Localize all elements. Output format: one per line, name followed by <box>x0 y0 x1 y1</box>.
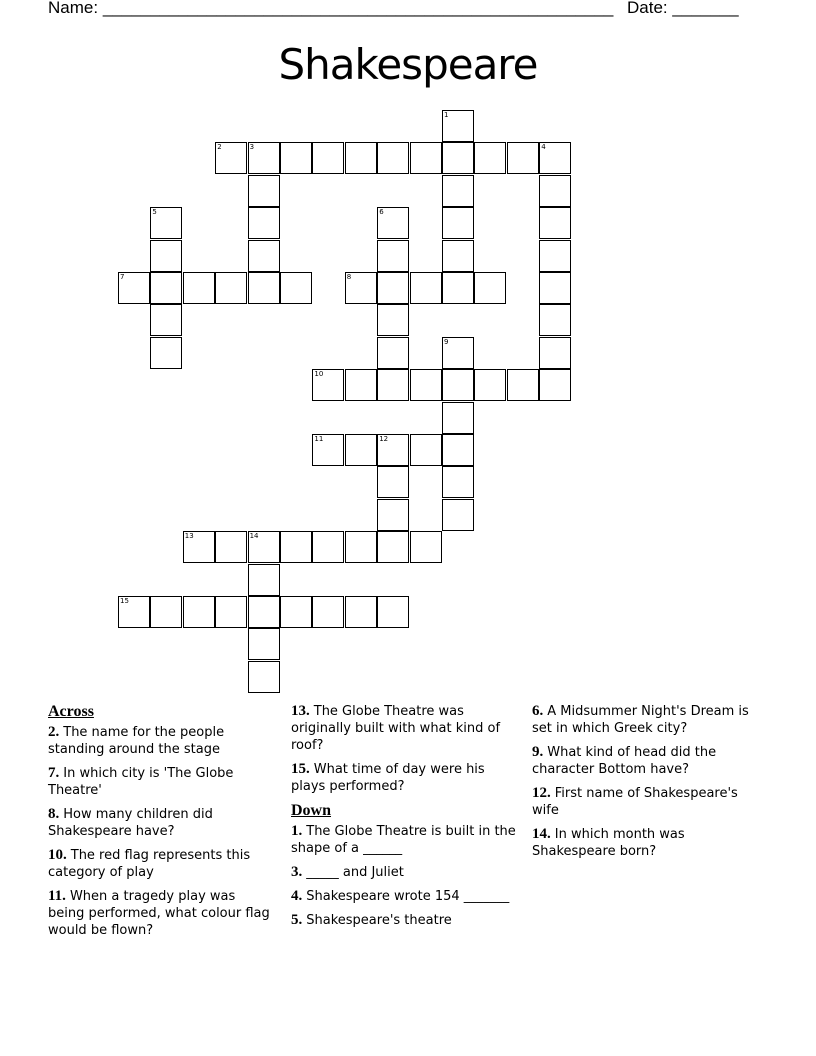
grid-cell[interactable] <box>442 142 474 174</box>
clue-number: 8. <box>48 806 60 822</box>
grid-cell[interactable] <box>215 596 247 628</box>
grid-cell[interactable] <box>312 531 344 563</box>
clue-number-label: 1 <box>444 111 449 119</box>
grid-cell[interactable] <box>345 531 377 563</box>
grid-cell[interactable] <box>377 142 409 174</box>
clue-number-label: 11 <box>314 435 324 443</box>
grid-cell[interactable] <box>539 272 571 304</box>
grid-cell[interactable] <box>539 337 571 369</box>
clues-column-2 <box>291 703 523 936</box>
grid-cell[interactable] <box>539 207 571 239</box>
grid-cell[interactable] <box>280 142 312 174</box>
clue-number: 11. <box>48 888 66 904</box>
grid-cell[interactable] <box>442 175 474 207</box>
clue-item <box>48 765 273 799</box>
clue-text: How many children did Shakespeare have? <box>48 807 213 839</box>
clue-item <box>291 703 523 754</box>
grid-cell[interactable] <box>248 628 280 660</box>
clue-number-label: 9 <box>444 337 449 346</box>
grid-cell[interactable] <box>539 369 571 401</box>
clue-number: 15. <box>291 761 310 777</box>
grid-cell[interactable] <box>377 337 409 369</box>
grid-cell[interactable] <box>150 337 182 369</box>
clue-text: First name of Shakespeare's wife <box>532 786 738 818</box>
clue-number: 13. <box>291 703 310 719</box>
grid-cell[interactable] <box>474 369 506 401</box>
clue-item <box>532 703 752 737</box>
grid-cell[interactable] <box>377 369 409 401</box>
clue-item <box>48 806 273 840</box>
grid-cell[interactable] <box>248 596 280 628</box>
grid-cell[interactable] <box>377 531 409 563</box>
clue-number: 1. <box>291 823 303 839</box>
grid-cell[interactable] <box>442 499 474 531</box>
grid-cell[interactable] <box>410 434 442 466</box>
clue-text: A Midsummer Night's Dream is set in which Greek city? <box>532 704 749 736</box>
grid-cell[interactable] <box>345 434 377 466</box>
clue-item <box>532 744 752 778</box>
clue-number-label: 12 <box>379 435 389 443</box>
down-heading: Down <box>291 802 332 819</box>
clue-text: Shakespeare's theatre <box>306 913 452 928</box>
clue-item <box>291 864 523 881</box>
page-title: Shakespeare <box>278 40 538 89</box>
grid-cell[interactable] <box>507 142 539 174</box>
grid-cell[interactable] <box>377 499 409 531</box>
down-clue-list <box>291 823 523 929</box>
clue-number: 3. <box>291 864 303 880</box>
clue-text: Shakespeare wrote 154 _______ <box>306 889 510 904</box>
grid-cell[interactable] <box>442 369 474 401</box>
grid-cell[interactable] <box>539 175 571 207</box>
clue-number: 14. <box>532 826 551 842</box>
grid-cell[interactable] <box>280 531 312 563</box>
clue-number-label: 3 <box>249 143 255 152</box>
grid-cell[interactable] <box>312 596 344 628</box>
clue-number: 4. <box>291 888 303 904</box>
grid-cell[interactable] <box>345 142 377 174</box>
name-line[interactable]: ______________________________________________________ <box>102 0 614 17</box>
grid-cell[interactable] <box>377 304 409 336</box>
grid-cell[interactable] <box>150 304 182 336</box>
clue-number: 10. <box>48 847 67 863</box>
grid-cell[interactable] <box>150 596 182 628</box>
clue-text: The Globe Theatre is built in the shape of a ______ <box>291 824 516 856</box>
grid-cell[interactable] <box>442 272 474 304</box>
grid-cell[interactable] <box>280 272 312 304</box>
clue-number: 12. <box>532 785 551 801</box>
clue-item <box>532 826 752 860</box>
grid-cell[interactable] <box>377 596 409 628</box>
clue-item <box>532 785 752 819</box>
grid-cell[interactable] <box>280 596 312 628</box>
grid-cell[interactable] <box>248 175 280 207</box>
clue-number: 2. <box>48 724 60 740</box>
clue-number-label: 14 <box>249 532 259 541</box>
grid-cell[interactable] <box>150 272 182 304</box>
down-clue-list <box>532 703 752 860</box>
grid-cell[interactable] <box>410 369 442 401</box>
date-field[interactable] <box>627 0 739 18</box>
grid-cell[interactable] <box>345 596 377 628</box>
grid-cell[interactable] <box>248 564 280 596</box>
clue-item <box>291 912 523 929</box>
grid-cell[interactable] <box>410 531 442 563</box>
date-label: Date: <box>627 0 668 17</box>
clue-number-label: 2 <box>217 143 222 152</box>
clue-number-label: 5 <box>152 208 157 217</box>
name-field[interactable] <box>48 0 613 18</box>
clue-text: In which month was Shakespeare born? <box>532 827 685 859</box>
clues-column-1 <box>48 703 273 946</box>
grid-cell[interactable] <box>248 240 280 272</box>
clue-number: 7. <box>48 765 60 781</box>
grid-cell[interactable] <box>442 240 474 272</box>
clue-text: The Globe Theatre was originally built with what kind of roof? <box>291 704 501 753</box>
grid-cell[interactable] <box>539 240 571 272</box>
clue-item <box>291 888 523 905</box>
across-heading: Across <box>48 703 94 720</box>
clue-text: The name for the people standing around the stage <box>48 725 225 757</box>
clue-text: What time of day were his plays performed? <box>291 762 485 794</box>
grid-cell[interactable] <box>215 272 247 304</box>
name-label: Name: <box>48 0 99 17</box>
clue-text: What kind of head did the character Bottom have? <box>532 745 717 777</box>
grid-cell[interactable] <box>248 661 280 693</box>
grid-cell[interactable] <box>410 272 442 304</box>
clue-number: 9. <box>532 744 544 760</box>
grid-cell[interactable] <box>474 272 506 304</box>
grid-cell[interactable] <box>312 142 344 174</box>
clue-number-label: 8 <box>346 273 352 281</box>
across-clue-list <box>291 703 523 795</box>
clue-number: 5. <box>291 912 303 928</box>
grid-cell[interactable] <box>507 369 539 401</box>
grid-cell[interactable] <box>183 272 215 304</box>
grid-cell[interactable] <box>345 369 377 401</box>
date-line[interactable]: _______ <box>672 0 739 17</box>
clue-text: The red flag represents this category of play <box>48 848 251 880</box>
grid-cell[interactable] <box>442 402 474 434</box>
grid-cell[interactable] <box>442 207 474 239</box>
grid-cell[interactable] <box>377 272 409 304</box>
clue-item <box>291 823 523 857</box>
grid-cell[interactable] <box>442 466 474 498</box>
clue-item <box>48 724 273 758</box>
grid-cell[interactable] <box>150 240 182 272</box>
clue-item <box>48 847 273 881</box>
grid-cell[interactable] <box>539 304 571 336</box>
grid-cell[interactable] <box>215 531 247 563</box>
grid-cell[interactable] <box>377 240 409 272</box>
clue-number-label: 7 <box>120 273 125 281</box>
clue-number-label: 4 <box>541 143 546 152</box>
grid-cell[interactable] <box>248 207 280 239</box>
grid-cell[interactable] <box>410 142 442 174</box>
clue-text: When a tragedy play was being performed, what colour flag would be flown? <box>48 889 270 938</box>
clue-number-label: 15 <box>120 597 129 605</box>
clue-number: 6. <box>532 703 544 719</box>
grid-cell[interactable] <box>248 272 280 304</box>
clue-text: In which city is 'The Globe Theatre' <box>48 766 234 798</box>
clue-number-label: 13 <box>184 532 194 541</box>
grid-cell[interactable] <box>377 466 409 498</box>
across-clue-list <box>48 724 273 939</box>
grid-cell[interactable] <box>183 596 215 628</box>
grid-cell[interactable] <box>442 434 474 466</box>
clue-item <box>291 761 523 795</box>
clue-number-label: 6 <box>379 208 384 217</box>
clue-number-label: 10 <box>314 370 324 379</box>
clues-column-3 <box>532 703 752 867</box>
clue-item <box>48 888 273 939</box>
grid-cell[interactable] <box>474 142 506 174</box>
clue-text: _____ and Juliet <box>306 865 404 880</box>
